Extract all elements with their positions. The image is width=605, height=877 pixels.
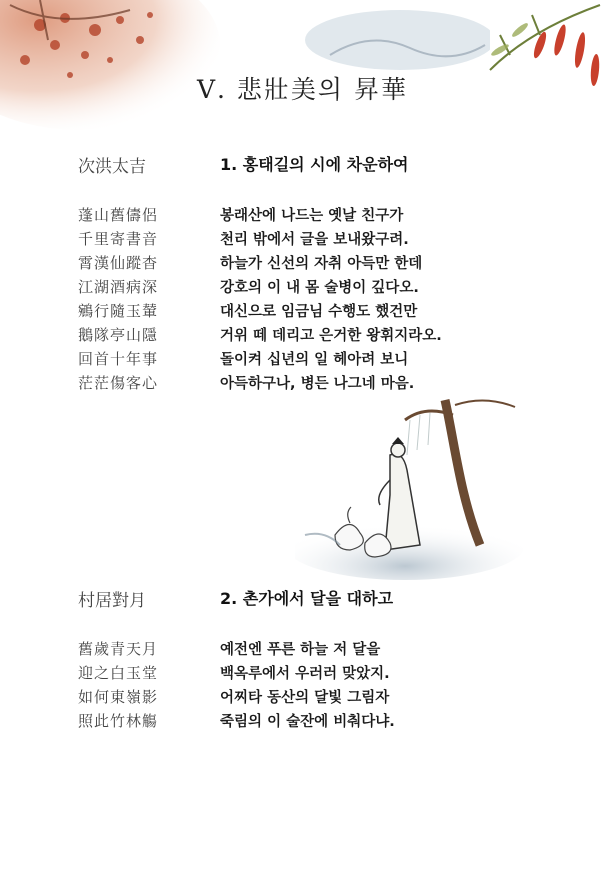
korean-line: 백옥루에서 우러러 맞았지. — [220, 666, 390, 682]
poem-line — [78, 204, 558, 228]
poem-hanja-title: 次洪太吉 — [78, 157, 146, 177]
hanja-line: 舊歲青天月 — [78, 640, 159, 658]
hanja-line: 千里寄書音 — [78, 230, 159, 248]
hanja-line: 回首十年事 — [78, 350, 159, 368]
poem-lines — [78, 204, 558, 396]
hanja-line: 蓬山舊儔侶 — [78, 206, 159, 224]
korean-line: 천리 밖에서 글을 보내왔구려. — [220, 232, 409, 248]
poem-line — [78, 638, 558, 662]
landscape-wash-painting — [300, 0, 490, 70]
korean-line: 아득하구나, 병든 나그네 마음. — [220, 376, 415, 392]
scholar-with-geese-illustration — [295, 395, 535, 580]
korean-line: 죽림의 이 술잔에 비춰다냐. — [220, 714, 395, 730]
poem-line — [78, 662, 558, 686]
poem-header — [78, 586, 558, 614]
poem-line — [78, 228, 558, 252]
hanja-line: 鵷行隨玉輦 — [78, 302, 159, 320]
chapter-title: Ⅴ. 悲壯美의 昇華 — [196, 75, 409, 104]
poem-hanja-title: 村居對月 — [78, 591, 146, 611]
korean-line: 거위 떼 데리고 은거한 왕휘지라오. — [220, 328, 442, 344]
poem-line — [78, 300, 558, 324]
korean-line: 예전엔 푸른 하늘 저 달을 — [220, 642, 381, 658]
korean-line: 대신으로 임금님 수행도 했건만 — [220, 304, 418, 320]
korean-line: 하늘가 신선의 자취 아득만 한데 — [220, 256, 423, 272]
poem-2 — [78, 586, 558, 734]
poem-header — [78, 152, 558, 180]
poem-line — [78, 348, 558, 372]
hanja-line: 江湖酒病深 — [78, 278, 159, 296]
poem-line — [78, 686, 558, 710]
hanja-line: 茫茫傷客心 — [78, 374, 159, 392]
korean-line: 어찌타 동산의 달빛 그림자 — [220, 690, 390, 706]
poem-lines — [78, 638, 558, 734]
hanja-line: 霄漢仙蹤杳 — [78, 254, 159, 272]
autumn-leaves-painting — [0, 0, 220, 130]
korean-line: 돌이켜 십년의 일 헤아려 보니 — [220, 352, 409, 368]
poem-line — [78, 276, 558, 300]
korean-line: 강호의 이 내 몸 술병이 깊다오. — [220, 280, 419, 296]
poem-line — [78, 372, 558, 396]
hanja-line: 迎之白玉堂 — [78, 664, 159, 682]
poem-line — [78, 324, 558, 348]
poem-line — [78, 252, 558, 276]
hanja-line: 如何東嶺影 — [78, 688, 159, 706]
poem-korean-title: 1. 홍태길의 시에 차운하여 — [220, 155, 409, 174]
korean-line: 봉래산에 나드는 옛날 친구가 — [220, 208, 404, 224]
poem-korean-title: 2. 촌가에서 달을 대하고 — [220, 589, 394, 608]
poem-line — [78, 710, 558, 734]
hanja-line: 照此竹林觴 — [78, 712, 159, 730]
poem-1 — [78, 152, 558, 396]
hanja-line: 鵝隊亭山隱 — [78, 326, 159, 344]
